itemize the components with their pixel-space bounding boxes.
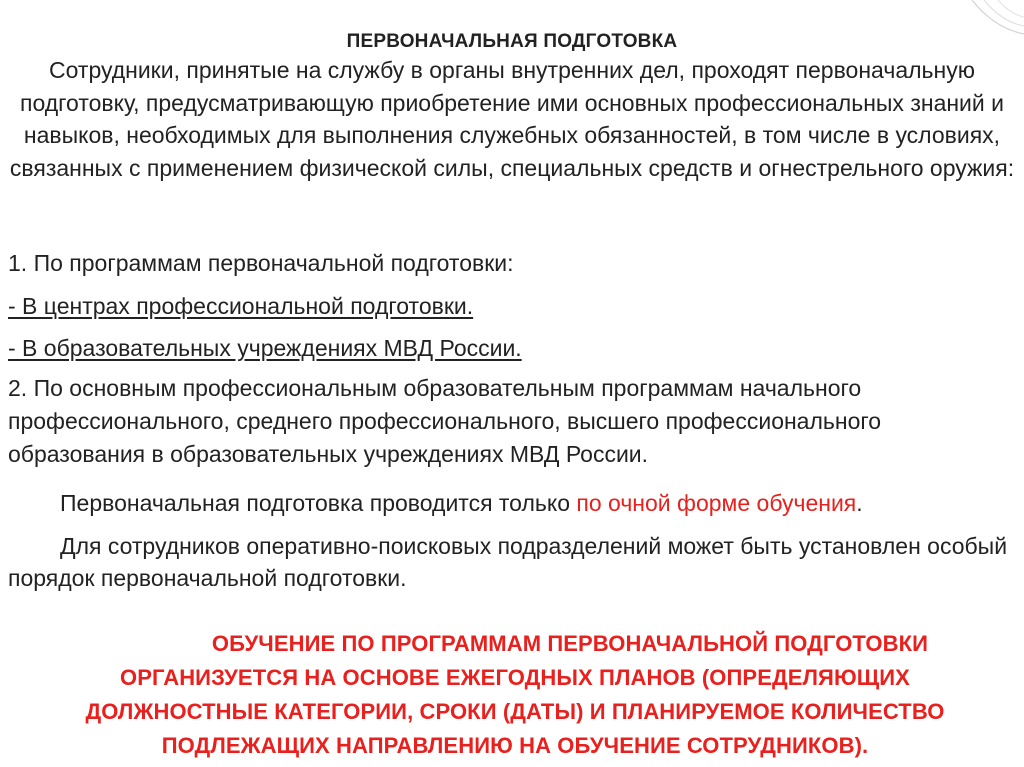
fulltime-text: Первоначальная подготовка проводится только bbox=[60, 490, 577, 516]
item-1-sub-b-text: - В образовательных учреждениях МВД России. bbox=[8, 335, 522, 361]
notice-line-2: ОРГАНИЗУЕТСЯ НА ОСНОВЕ ЕЖЕГОДНЫХ ПЛАНОВ (ОПРЕДЕЛЯЮЩИХ bbox=[120, 665, 910, 690]
page-title: ПЕРВОНАЧАЛЬНАЯ ПОДГОТОВКА bbox=[346, 31, 678, 52]
notice-block bbox=[30, 627, 1000, 763]
fulltime-end: . bbox=[856, 490, 863, 516]
item-1-sub-b bbox=[8, 332, 1016, 364]
item-1-sub-a-text: - В центрах профессиональной подготовки. bbox=[8, 293, 474, 319]
fulltime-highlight: по очной форме обучения bbox=[576, 490, 857, 516]
item-1-heading: 1. По программам первоначальной подготовки: bbox=[8, 250, 514, 276]
fulltime-paragraph bbox=[8, 487, 1016, 519]
intro-paragraph: Сотрудники, принятые на службу в органы внутренних дел, проходят первоначальную подготовку, предусматривающую приобретение ими основных профессиональных знаний и навыков, необходимых для выполнения служебных обязанностей, в том числе в условиях, связанных с применением физической силы, специальных средств и огнестрельного оружия: bbox=[9, 57, 1015, 181]
notice-line-4: ПОДЛЕЖАЩИХ НАПРАВЛЕНИЮ НА ОБУЧЕНИЕ СОТРУДНИКОВ). bbox=[161, 733, 869, 758]
operative-paragraph: Для сотрудников оперативно-поисковых подразделений может быть установлен особый порядок первоначальной подготовки. bbox=[8, 533, 1008, 591]
item-1-sub-a bbox=[8, 290, 1016, 322]
notice-line-3: ДОЛЖНОСТНЫЕ КАТЕГОРИИ, СРОКИ (ДАТЫ) И ПЛАНИРУЕМОЕ КОЛИЧЕСТВО bbox=[85, 699, 945, 724]
notice-line-1: ОБУЧЕНИЕ ПО ПРОГРАММАМ ПЕРВОНАЧАЛЬНОЙ ПОДГОТОВКИ bbox=[211, 631, 929, 656]
item-2-paragraph: 2. По основным профессиональным образовательным программам начального профессионального, среднего профессионального, высшего профессионального образования в образовательных учреждениях МВД России. bbox=[8, 375, 882, 467]
